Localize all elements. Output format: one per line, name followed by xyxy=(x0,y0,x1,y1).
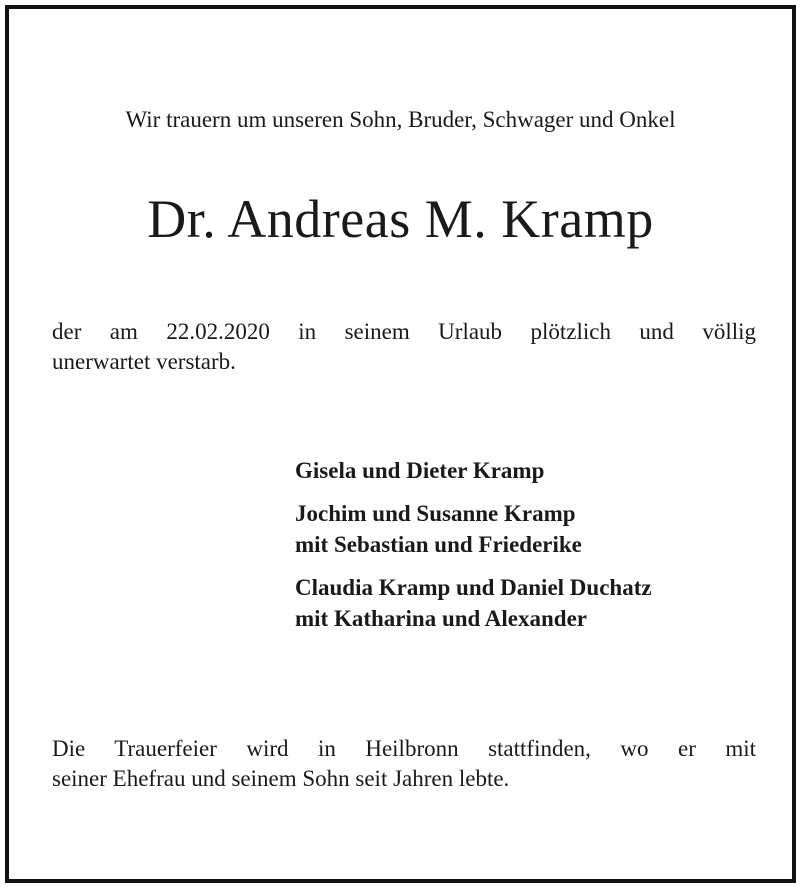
mourner-line: mit Katharina und Alexander xyxy=(295,606,588,631)
funeral-notice-line: Die Trauerfeier wird in Heilbronn stattfinden, wo er mit xyxy=(52,736,756,761)
mourner-line: Gisela und Dieter Kramp xyxy=(295,458,545,483)
death-statement xyxy=(52,317,756,377)
mourner-line: Claudia Kramp und Daniel Duchatz xyxy=(295,575,652,600)
mourner-line: mit Sebastian und Friederike xyxy=(295,532,582,557)
mourner-entry xyxy=(295,498,652,560)
funeral-notice xyxy=(52,734,756,794)
funeral-notice-line: seiner Ehefrau und seinem Sohn seit Jahren lebte. xyxy=(52,766,510,791)
mourner-entry xyxy=(295,455,652,486)
obituary-frame xyxy=(5,5,796,883)
mourner-line: Jochim und Susanne Kramp xyxy=(295,501,576,526)
deceased-name: Dr. Andreas M. Kramp xyxy=(147,189,654,249)
mourners-list xyxy=(295,455,652,646)
mourner-entry xyxy=(295,572,652,634)
death-statement-line: der am 22.02.2020 in seinem Urlaub plötzlich und völlig xyxy=(52,319,756,344)
death-statement-line: unerwartet verstarb. xyxy=(52,349,236,374)
intro-line: Wir trauern um unseren Sohn, Bruder, Schwager und Onkel xyxy=(125,107,676,132)
